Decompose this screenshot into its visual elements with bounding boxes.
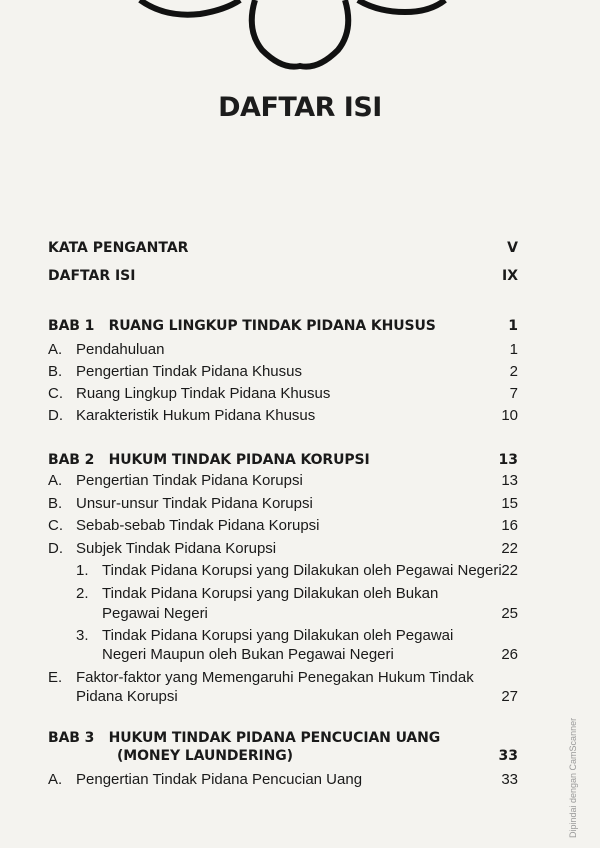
entry-page: V xyxy=(507,240,518,256)
entry-page: 1 xyxy=(509,341,518,358)
toc-entry-continued[interactable] xyxy=(48,687,518,707)
entry-label: Tindak Pidana Korupsi yang Dilakukan oleh Bukan xyxy=(102,585,439,602)
toc-subentry[interactable] xyxy=(48,561,518,581)
entry-page: 22 xyxy=(501,540,518,557)
entry-number: 2. xyxy=(76,585,89,602)
decorative-ornament xyxy=(0,0,600,70)
scanner-watermark: Dipindai dengan CamScanner xyxy=(568,717,578,838)
toc-subentry[interactable] xyxy=(48,584,518,604)
entry-label: Ruang Lingkup Tindak Pidana Khusus xyxy=(76,385,331,402)
entry-label: Pengertian Tindak Pidana Khusus xyxy=(76,363,302,380)
entry-label: Pegawai Negeri xyxy=(102,605,208,622)
toc-entry[interactable] xyxy=(48,539,518,559)
entry-letter: A. xyxy=(48,472,63,489)
entry-page: 33 xyxy=(501,771,518,788)
entry-letter: D. xyxy=(48,540,63,557)
chapter-heading: BAB 2 HUKUM TINDAK PIDANA KORUPSI xyxy=(48,452,370,468)
entry-letter: D. xyxy=(48,407,63,424)
entry-page: 25 xyxy=(501,605,518,622)
entry-label: DAFTAR ISI xyxy=(48,268,136,284)
toc-subentry[interactable] xyxy=(48,626,518,646)
entry-page: 10 xyxy=(501,407,518,424)
entry-page: 1 xyxy=(508,318,518,334)
toc-chapter-1[interactable] xyxy=(48,316,518,336)
entry-letter: C. xyxy=(48,385,63,402)
toc-entry-daftar-isi[interactable] xyxy=(48,266,518,286)
entry-letter: B. xyxy=(48,363,63,380)
page-title: DAFTAR ISI xyxy=(218,92,382,123)
toc-entry[interactable] xyxy=(48,384,518,404)
entry-label: Unsur-unsur Tindak Pidana Korupsi xyxy=(76,495,313,512)
chapter-heading: (MONEY LAUNDERING) xyxy=(117,748,293,764)
toc-entry[interactable] xyxy=(48,516,518,536)
entry-label: Faktor-faktor yang Memengaruhi Penegakan Hukum Tindak xyxy=(76,669,474,686)
toc-entry[interactable] xyxy=(48,362,518,382)
entry-letter: A. xyxy=(48,341,63,358)
entry-label: Sebab-sebab Tindak Pidana Korupsi xyxy=(76,517,320,534)
entry-number: 1. xyxy=(76,562,89,579)
entry-page: 26 xyxy=(501,646,518,663)
entry-label: Tindak Pidana Korupsi yang Dilakukan oleh Pegawai xyxy=(102,627,454,644)
toc-entry[interactable] xyxy=(48,406,518,426)
entry-page: 7 xyxy=(509,385,518,402)
entry-label: Karakteristik Hukum Pidana Khusus xyxy=(76,407,316,424)
toc-entry[interactable] xyxy=(48,770,518,790)
toc-entry[interactable] xyxy=(48,471,518,491)
entry-letter: A. xyxy=(48,771,63,788)
entry-letter: B. xyxy=(48,495,63,512)
entry-number: 3. xyxy=(76,627,89,644)
toc-entry[interactable] xyxy=(48,668,518,688)
toc-entry[interactable] xyxy=(48,494,518,514)
toc-entry-kata-pengantar[interactable] xyxy=(48,238,518,258)
toc-entry[interactable] xyxy=(48,340,518,360)
toc-chapter-3-continued[interactable] xyxy=(48,746,518,766)
entry-page: 13 xyxy=(498,452,518,468)
toc-chapter-2[interactable] xyxy=(48,450,518,470)
entry-label: Tindak Pidana Korupsi yang Dilakukan oleh Pegawai Negeri xyxy=(102,562,502,579)
entry-label: Pengertian Tindak Pidana Korupsi xyxy=(76,472,303,489)
chapter-heading: BAB 3 HUKUM TINDAK PIDANA PENCUCIAN UANG xyxy=(48,730,441,746)
toc-chapter-3[interactable] xyxy=(48,728,518,748)
entry-letter: E. xyxy=(48,669,63,686)
entry-letter: C. xyxy=(48,517,63,534)
entry-page: 13 xyxy=(501,472,518,489)
entry-label: KATA PENGANTAR xyxy=(48,240,189,256)
entry-label: Pendahuluan xyxy=(76,341,165,358)
entry-label: Pengertian Tindak Pidana Pencucian Uang xyxy=(76,771,363,788)
entry-page: 16 xyxy=(501,517,518,534)
entry-page: 22 xyxy=(501,562,518,579)
toc-subentry-continued[interactable] xyxy=(48,604,518,624)
entry-page: IX xyxy=(501,268,518,284)
entry-page: 15 xyxy=(501,495,518,512)
toc-subentry-continued[interactable] xyxy=(48,645,518,665)
entry-page: 33 xyxy=(498,748,518,764)
entry-page: 2 xyxy=(509,363,518,380)
entry-label: Subjek Tindak Pidana Korupsi xyxy=(76,540,277,557)
entry-page: 27 xyxy=(501,688,518,705)
chapter-heading: BAB 1 RUANG LINGKUP TINDAK PIDANA KHUSUS xyxy=(48,318,436,334)
entry-label: Pidana Korupsi xyxy=(76,688,178,705)
entry-label: Negeri Maupun oleh Bukan Pegawai Negeri xyxy=(102,646,394,663)
